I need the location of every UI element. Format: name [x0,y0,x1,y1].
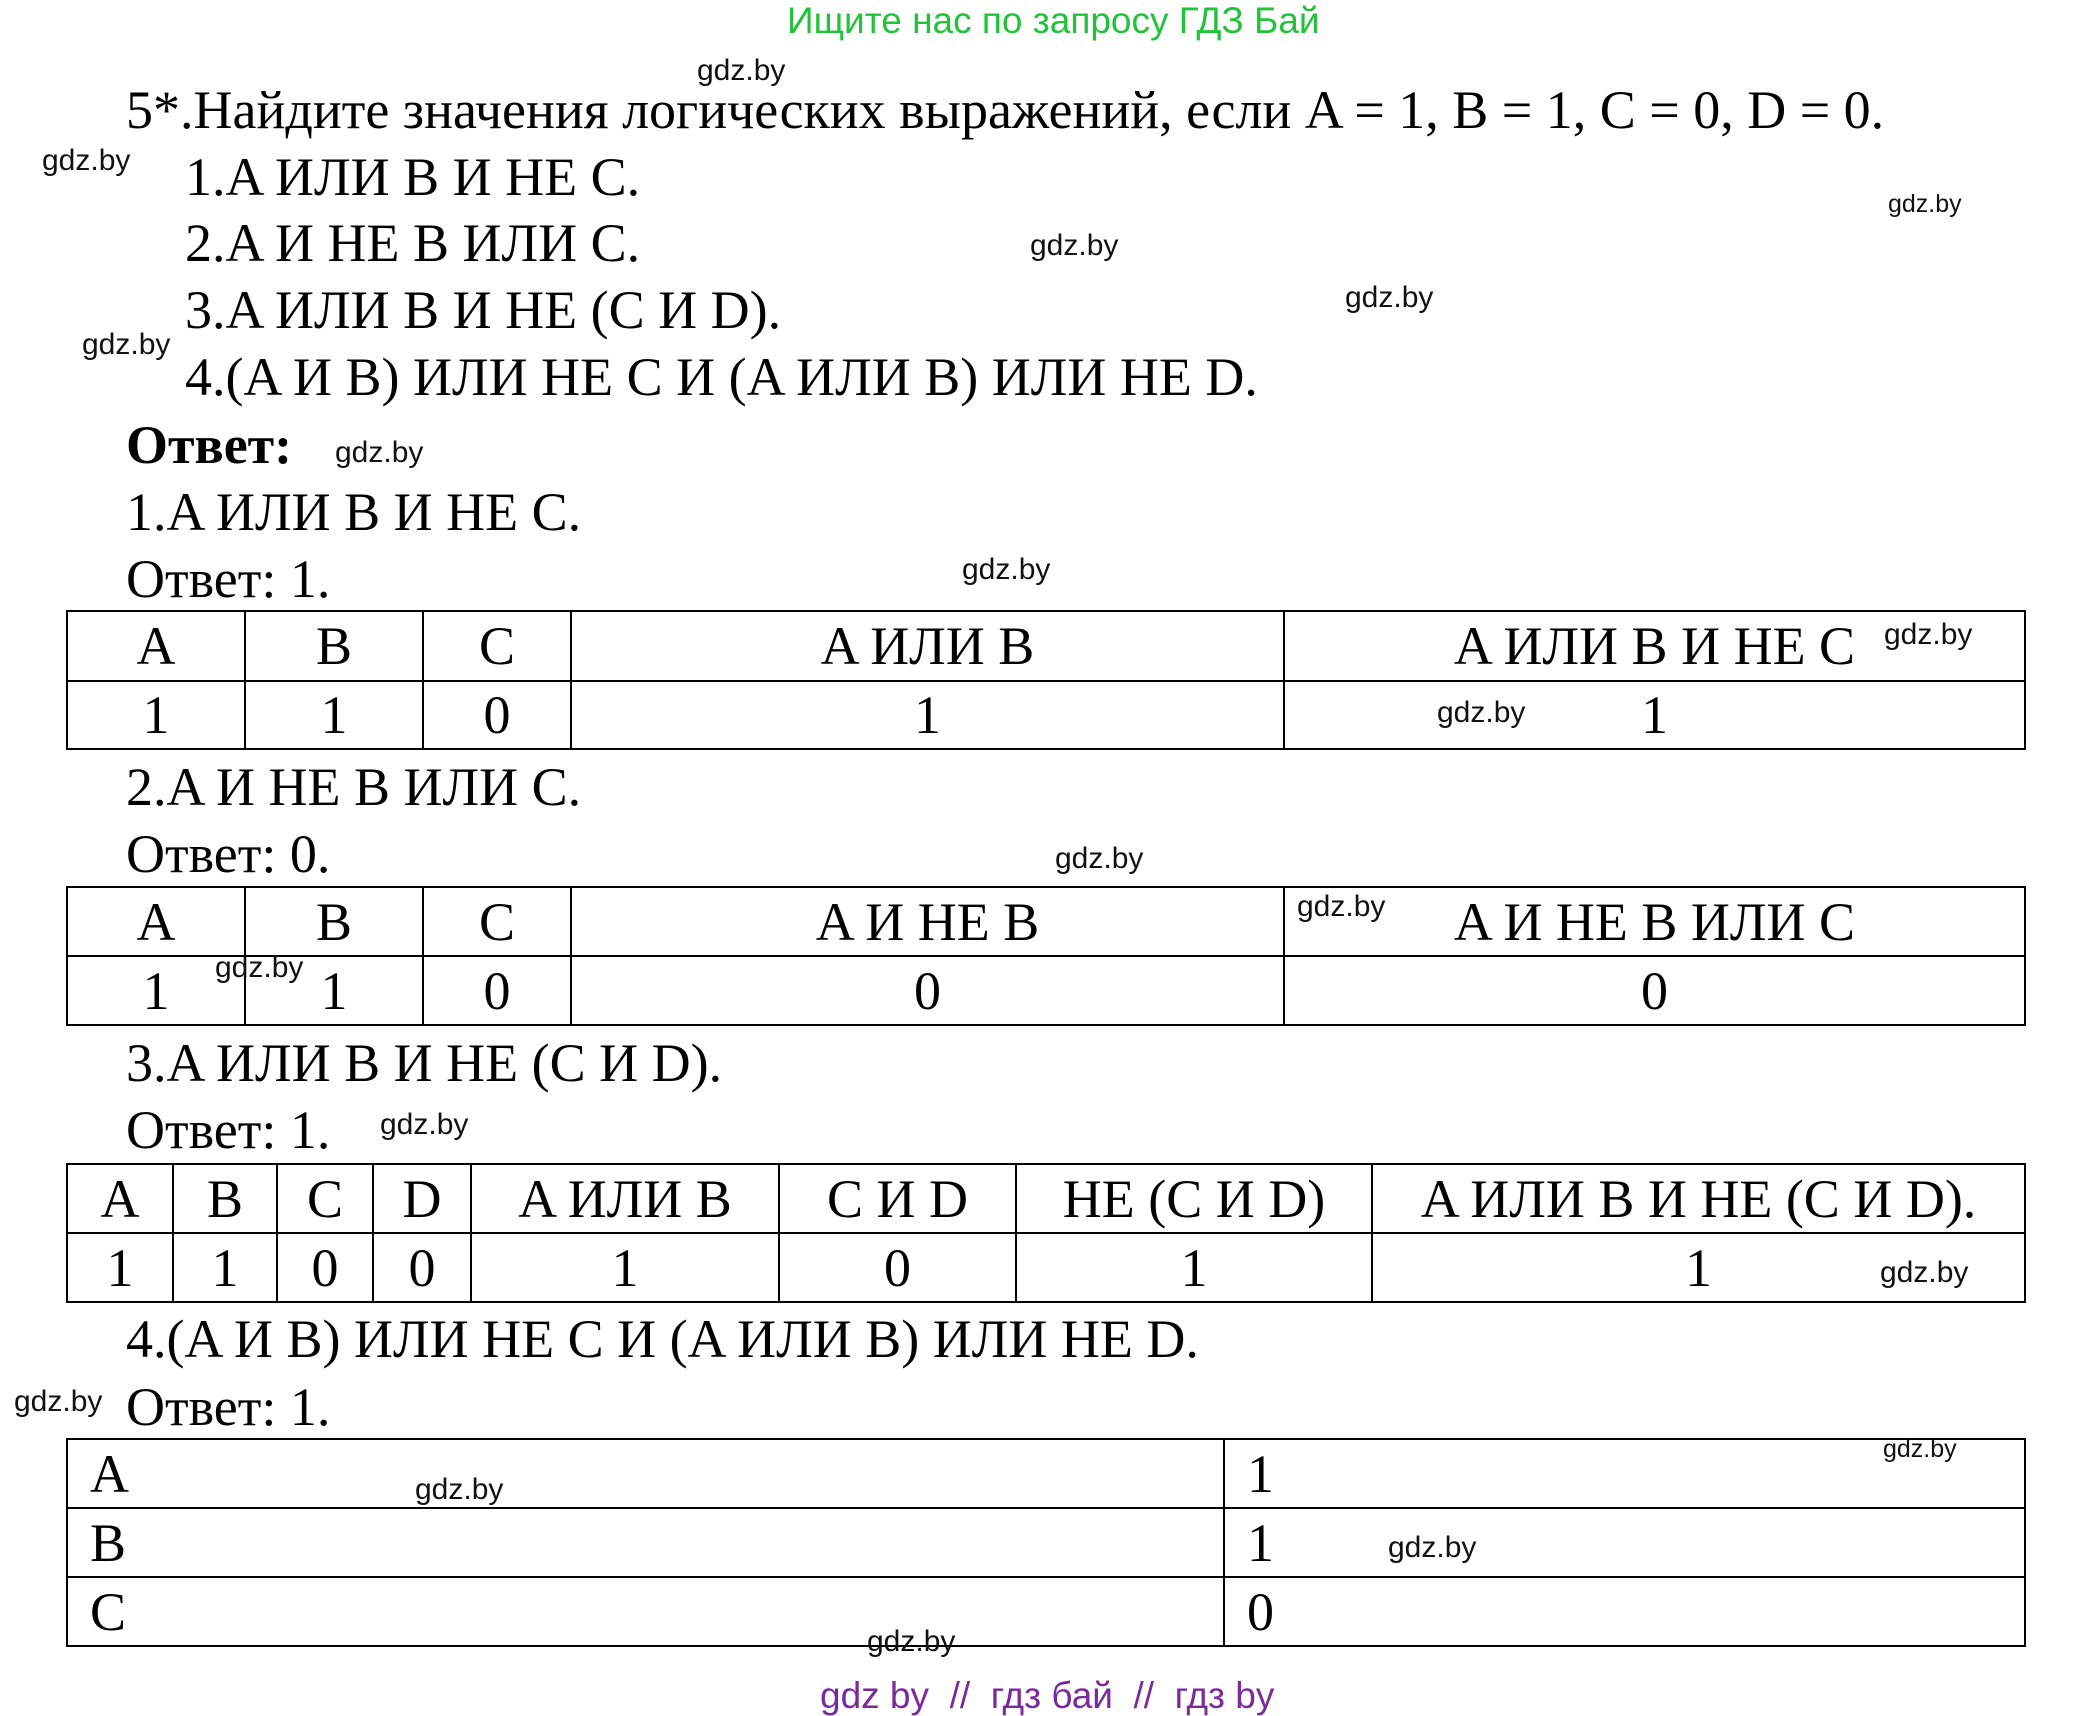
table-row [67,1439,2025,1508]
table-header-cell: C [423,611,571,681]
table-header-cell: A И НЕ B [571,887,1284,956]
table-header-cell: A [67,611,245,681]
watermark: gdz.by [1030,229,1119,262]
table-cell: 1 [471,1233,779,1302]
answer-2-result: Ответ: 0. [126,824,331,884]
table-cell: 0 [277,1233,373,1302]
table-cell: 1 [571,681,1284,749]
answer-3-result: Ответ: 1. [126,1100,331,1160]
footer-links: gdz by // гдз бай // гдз by [820,1675,1275,1716]
watermark: gdz.by [82,328,171,361]
task-item-3: 3.A ИЛИ B И НЕ (C И D). [185,280,782,340]
table-cell: 0 [423,956,571,1025]
watermark: gdz.by [42,144,131,177]
watermark: gdz.by [415,1473,504,1506]
answer-1-result: Ответ: 1. [126,549,331,609]
values-table-4 [66,1435,2026,1647]
table-header-cell: A ИЛИ B [471,1164,779,1233]
watermark: gdz.by [1880,1256,1969,1289]
table-row [67,681,2025,749]
table-header-cell: C [277,1164,373,1233]
table-row [67,1577,2025,1646]
truth-table-2 [66,886,2026,1026]
table-cell: A [67,1439,1224,1508]
table-cell: 1 [67,1233,173,1302]
table-cell: 0 [571,956,1284,1025]
table-header-row [67,1164,2025,1233]
table-header-cell: C [423,887,571,956]
top-banner: Ищите нас по запросу ГДЗ Бай [787,0,1320,41]
table-header-cell: B [173,1164,277,1233]
table-cell: 1 [245,681,423,749]
task-item-1: 1.A ИЛИ B И НЕ C. [185,147,641,207]
table-row [67,1233,2025,1302]
table-header-row [67,611,2025,681]
watermark: gdz.by [1437,696,1526,729]
table-header-row [67,887,2025,956]
table-cell: 1 [245,956,423,1025]
watermark: gdz.by [1388,1531,1477,1564]
answer-4-result: Ответ: 1. [126,1377,331,1437]
table-cell: 1 [1284,681,2025,749]
watermark: gdz.by [1883,1435,1957,1463]
truth-table-3 [66,1163,2026,1303]
table-header-cell: A [67,887,245,956]
table-header-cell: A ИЛИ B [571,611,1284,681]
table-row [67,956,2025,1025]
watermark: gdz.by [1884,618,1973,651]
table-header-cell: C И D [779,1164,1016,1233]
table-cell: 1 [1016,1233,1372,1302]
table-header-cell: A И НЕ B ИЛИ C [1284,887,2025,956]
table-header-cell: A [67,1164,173,1233]
table-cell: 1 [173,1233,277,1302]
table-header-cell: D [373,1164,471,1233]
truth-table-1 [66,610,2026,750]
table-header-cell: B [245,611,423,681]
table-cell: 0 [423,681,571,749]
watermark: gdz.by [1297,890,1386,923]
table-header-cell: A ИЛИ B И НЕ (C И D). [1372,1164,2025,1233]
table-cell: 1 [1372,1233,2025,1302]
table-cell: B [67,1508,1224,1577]
table-row [67,1508,2025,1577]
table-cell: 0 [1284,956,2025,1025]
table-cell: 1 [1224,1439,2025,1508]
watermark: gdz.by [335,436,424,469]
watermark: gdz.by [962,553,1051,586]
task-item-4: 4.(A И B) ИЛИ НЕ C И (A ИЛИ B) ИЛИ НЕ D. [185,347,1258,407]
watermark: gdz.by [1888,190,1962,218]
answer-4-expression: 4.(A И B) ИЛИ НЕ C И (A ИЛИ B) ИЛИ НЕ D. [126,1309,1199,1369]
watermark: gdz.by [867,1625,956,1658]
answer-heading: Ответ: [126,415,293,475]
table-cell: 1 [67,681,245,749]
task-item-2: 2.A И НЕ B ИЛИ C. [185,213,641,273]
answer-1-expression: 1.A ИЛИ B И НЕ C. [126,482,582,542]
watermark: gdz.by [1345,281,1434,314]
table-cell: 0 [373,1233,471,1302]
table-cell: C [67,1577,1224,1646]
watermark: gdz.by [1055,842,1144,875]
watermark: gdz.by [697,54,786,87]
watermark: gdz.by [380,1108,469,1141]
watermark: gdz.by [215,951,304,984]
table-cell: 0 [1224,1577,2025,1646]
table-cell: 1 [67,956,245,1025]
table-cell: 0 [779,1233,1016,1302]
table-header-cell: НЕ (C И D) [1016,1164,1372,1233]
table-cell: 1 [1224,1508,2025,1577]
table-header-cell: A ИЛИ B И НЕ C [1284,611,2025,681]
watermark: gdz.by [14,1385,103,1418]
task-title: 5*.Найдите значения логических выражений, если A = 1, B = 1, C = 0, D = 0. [126,80,1885,140]
answer-2-expression: 2.A И НЕ B ИЛИ C. [126,757,582,817]
answer-3-expression: 3.A ИЛИ B И НЕ (C И D). [126,1033,723,1093]
table-header-cell: B [245,887,423,956]
